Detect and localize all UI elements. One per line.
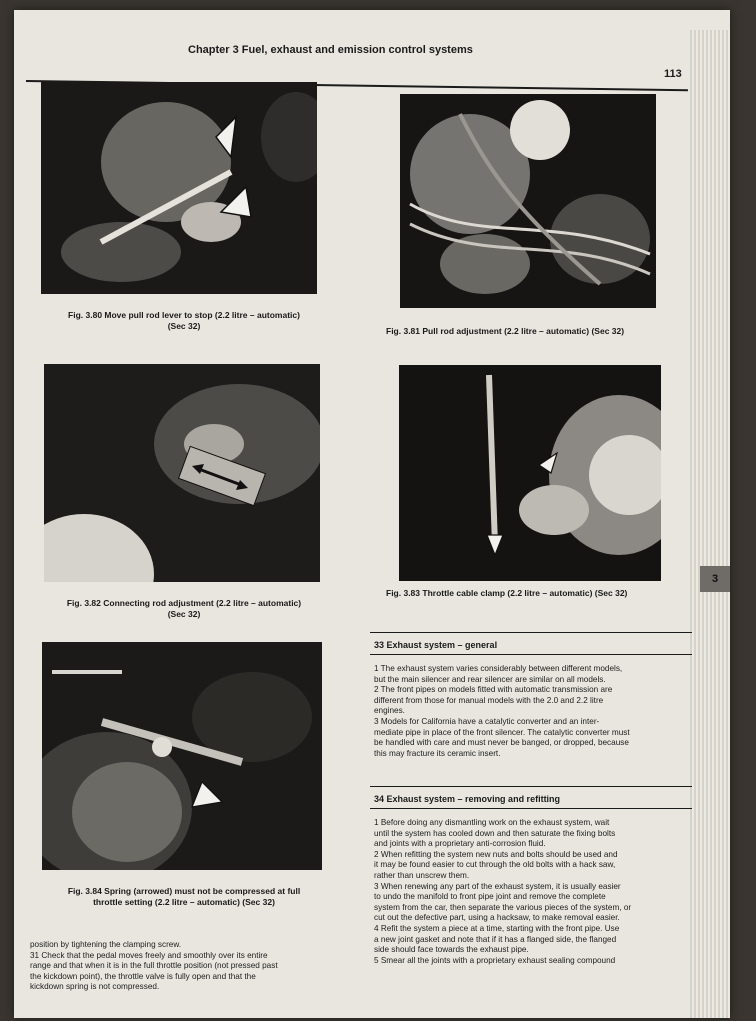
figure-3-82-photo: [44, 364, 320, 582]
text-line: side should face towards the exhaust pipe.: [374, 945, 529, 955]
text-line: 1 Before doing any dismantling work on the exhaust system, wait: [374, 818, 610, 827]
text-line: cut out the defective part, using a hacksaw, to make removal easier.: [374, 913, 620, 923]
page-header: [14, 10, 730, 90]
text-line: 4 Refit the system a piece at a time, starting with the front pipe. Use: [374, 923, 620, 933]
text-line: position by tightening the clamping screw.: [30, 940, 182, 949]
arrow-icon: [399, 365, 661, 581]
page-number: 113: [664, 68, 682, 80]
figure-3-82-caption: [34, 598, 334, 620]
text-line: mediate pipe in place of the front silencer. The catalytic converter must: [374, 727, 630, 737]
text-line: 2 When refitting the system new nuts and bolts should be used and: [374, 849, 618, 859]
text-line: a new joint gasket and note that if it has a flanged side, the flanged: [374, 934, 617, 944]
section-34-rule: [370, 786, 692, 787]
arrow-icon: [41, 82, 317, 294]
section-33-rule: [370, 632, 692, 633]
section-34-rule-bottom: [370, 808, 692, 809]
text-line: different from those for manual models with the 2.0 and 2.2 litre: [374, 695, 604, 705]
caption-line: Fig. 3.82 Connecting rod adjustment (2.2 litre – automatic): [66, 598, 302, 608]
figure-3-80-photo: [41, 82, 317, 294]
text-line: and joints with a proprietary anti-corrosion fluid.: [374, 839, 546, 849]
text-line: until the system has cooled down and then saturate the fixing bolts: [374, 828, 616, 838]
text-line: engines.: [374, 706, 405, 716]
caption-line: (Sec 32): [167, 321, 201, 331]
text-line: 31 Check that the pedal moves freely and smoothly over its entire: [30, 950, 268, 960]
caption-line: Fig. 3.83 Throttle cable clamp (2.2 litre – automatic) (Sec 32): [386, 588, 628, 598]
text-line: 1 The exhaust system varies considerably between different models,: [374, 664, 623, 673]
text-line: 2 The front pipes on models fitted with automatic transmission are: [374, 685, 613, 695]
text-line: be handled with care and must never be banged, or dropped, because: [374, 738, 629, 748]
figure-3-84-photo: [42, 642, 322, 870]
text-line: this may fracture its ceramic insert.: [374, 748, 501, 758]
figure-3-81-photo: [400, 94, 656, 308]
figure-3-83-photo: [399, 365, 661, 581]
spring-arrow-icon: [42, 642, 322, 870]
page-edges: [690, 30, 730, 1018]
arrow-icon: [44, 364, 320, 582]
text-line: range and that when it is in the full throttle position (not pressed past: [30, 961, 278, 971]
caption-line: throttle setting (2.2 litre – automatic) (Sec 32): [93, 897, 275, 907]
caption-line: Fig. 3.81 Pull rod adjustment (2.2 litre – automatic) (Sec 32): [386, 326, 625, 336]
text-line: rather than unscrew them.: [374, 870, 470, 880]
figure-3-81-caption: [386, 326, 686, 337]
section-33-rule-bottom: [370, 654, 692, 655]
text-line: 5 Smear all the joints with a proprietary exhaust sealing compound: [374, 955, 616, 965]
left-column-text: [30, 940, 360, 993]
text-line: 3 Models for California have a catalytic converter and an inter-: [374, 716, 600, 726]
caption-line: Fig. 3.80 Move pull rod lever to stop (2.2 litre – automatic): [68, 310, 300, 320]
text-line: system from the car, then separate the various pieces of the system, or: [374, 902, 632, 912]
text-line: to undo the manifold to front pipe joint and remove the complete: [374, 892, 606, 902]
figure-3-83-caption: [386, 588, 696, 599]
figure-3-80-caption: [34, 310, 334, 332]
text-line: it may be found easier to cut through the old bolts with a hack saw,: [374, 860, 616, 870]
section-33-heading: 33 Exhaust system – general: [374, 640, 498, 650]
section-34-text: [374, 818, 694, 966]
section-33-text: [374, 664, 694, 759]
chapter-tab: 3: [700, 566, 730, 592]
caption-line: Fig. 3.84 Spring (arrowed) must not be compressed at full: [67, 886, 301, 896]
hose-lines: [400, 94, 656, 308]
section-34-heading: 34 Exhaust system – removing and refitting: [374, 794, 561, 804]
text-line: but the main silencer and rear silencer are similar on all models.: [374, 674, 606, 684]
text-line: 3 When renewing any part of the exhaust system, it is usually easier: [374, 881, 621, 891]
text-line: the kickdown point), the throttle valve is fully open and that the: [30, 971, 256, 981]
text-line: kickdown spring is not compressed.: [30, 982, 160, 992]
caption-line: (Sec 32): [167, 609, 201, 619]
chapter-title: Chapter 3 Fuel, exhaust and emission control systems: [188, 44, 473, 56]
book-page: [14, 10, 730, 1018]
figure-3-84-caption: [34, 886, 334, 908]
